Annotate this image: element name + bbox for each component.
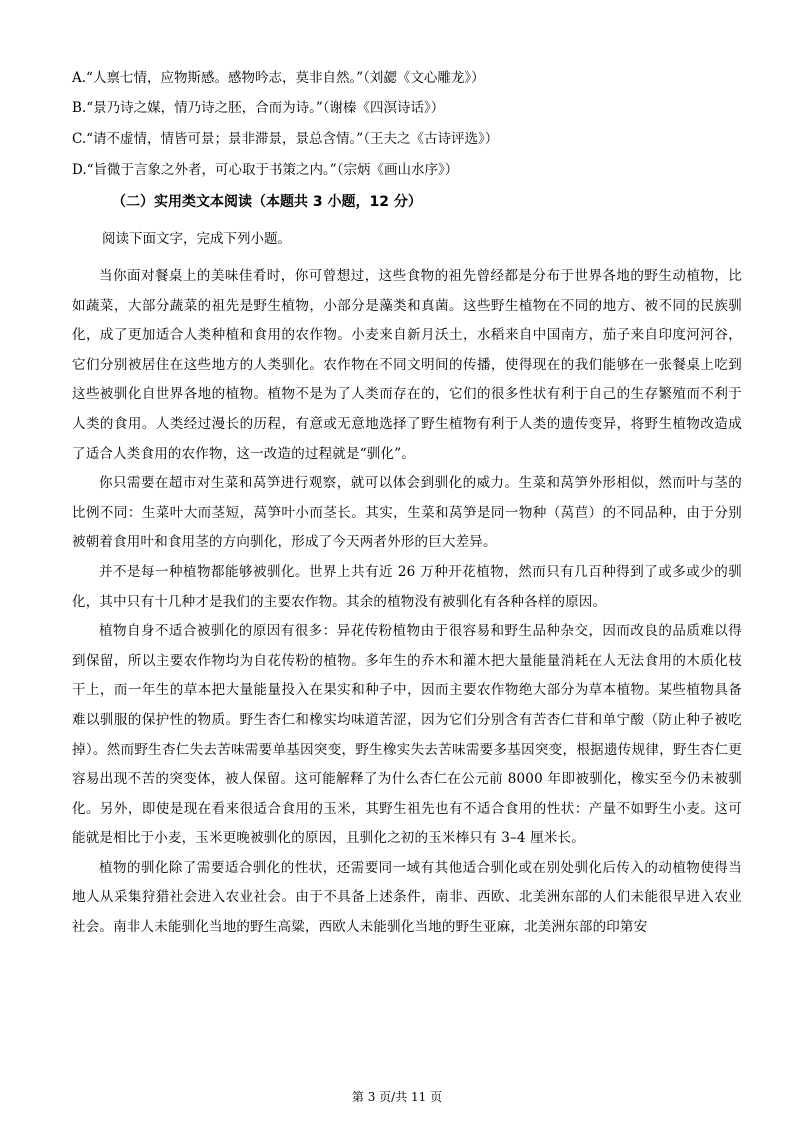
paragraph-4: 植物自身不适合被驯化的原因有很多：异花传粉植物由于很容易和野生品种杂交，因而改良的品质难以得到保留，所以主要农作物均为自花传粉的植物。多年生的乔木和灌木把大量能量消耗在人无法食用的木质化枝干上，而一年生的草本把大量能量投入在果实和种子中，因而主要农作物绝大部分为草本植物。某些植物具备难以驯服的保护性的物质。野生杏仁和橡实均味道苦涩，因为它们分别含有苦杏仁苷和单宁酸（防止种子被吃掉）。然而野生杏仁失去苦味需要单基因突变，野生橡实失去苦味需要多基因突变，根据遗传规律，野生杏仁更容易出现不苦的突变体，被人保留。这可能解释了为什么杏仁在公元前 8000 年即被驯化，橡实至今仍未被驯化。另外，即使是现在看来很适合食用的玉米，其野生祖先也有不适合食用的性状：产量不如野生小麦。这可能就是相比于小麦，玉米更晚被驯化的原因，且驯化之初的玉米棒只有 3–4 厘米长。 <box>72 623 742 847</box>
option-d-letter: D. <box>72 162 87 178</box>
option-d-text: “旨微于言象之外者，可心取于书策之内。”（宗炳《画山水序》） <box>86 162 459 178</box>
option-d <box>72 160 742 180</box>
instruction-text: 阅读下面文字，完成下列小题。 <box>102 231 291 247</box>
option-c-text: “请不虚情，情皆可景；景非滞景，景总含情。”（王夫之《古诗评选》） <box>86 131 499 147</box>
paragraph-2: 你只需要在超市对生菜和莴笋进行观察，就可以体会到驯化的威力。生菜和莴笋外形相似，然而叶与茎的比例不同：生菜叶大而茎短，莴笋叶小而茎长。其实，生菜和莴笋是同一物种（莴苣）的不同品种，由于分别被朝着食用叶和食用茎的方向驯化，形成了今天两者外形的巨大差异。 <box>72 475 742 551</box>
option-c <box>72 129 742 149</box>
option-a-letter: A. <box>72 70 87 86</box>
page-footer: 第 3 页/共 11 页 <box>351 1090 443 1104</box>
option-a <box>72 68 742 88</box>
option-c-letter: C. <box>72 131 87 147</box>
section-title: （二）实用类文本阅读（本题共 3 小题，12 分） <box>112 194 422 210</box>
article-body <box>72 262 742 943</box>
option-a-text: “人禀七情，应物斯感。感物吟志，莫非自然。”（刘勰《文心雕龙》） <box>86 70 485 86</box>
paragraph-5: 植物的驯化除了需要适合驯化的性状，还需要同一域有其他适合驯化或在别处驯化后传入的动植物使得当地人从采集狩猎社会进入农业社会。由于不具备上述条件，南非、西欧、北美洲东部的人们未能很早进入农业社会。南非人未能驯化当地的野生高粱，西欧人未能驯化当地的野生亚麻，北美洲东部的印第安 <box>72 859 742 936</box>
paragraph-1: 当你面对餐桌上的美味佳肴时，你可曾想过，这些食物的祖先曾经都是分布于世界各地的野生动植物，比如蔬菜，大部分蔬菜的祖先是野生植物，小部分是藻类和真菌。这些野生植物在不同的地方、被不同的民族驯化，成了更加适合人类种植和食用的农作物。小麦来自新月沃土，水稻来自中国南方，茄子来自印度河河谷，它们分别被居住在这些地方的人类驯化。农作物在不同文明间的传播，使得现在的我们能够在一张餐桌上吃到这些被驯化自世界各地的植物。植物不是为了人类而存在的，它们的很多性状有利于自己的生存繁殖而不利于人类的食用。人类经过漫长的历程，有意或无意地选择了野生植物有利于人类的遗传变异，将野生植物改造成了适合人类食用的农作物，这一改造的过程就是“驯化”。 <box>72 268 742 462</box>
option-b-text: “景乃诗之媒，情乃诗之胚，合而为诗。”（谢榛《四溟诗话》） <box>86 100 445 116</box>
paragraph-3: 并不是每一种植物都能够被驯化。世界上共有近 26 万种开花植物，然而只有几百种得到了或多或少的驯化，其中只有十几种才是我们的主要农作物。其余的植物没有被驯化有各种各样的原因。 <box>72 563 742 610</box>
option-b <box>72 98 742 118</box>
option-b-letter: B. <box>72 100 87 116</box>
